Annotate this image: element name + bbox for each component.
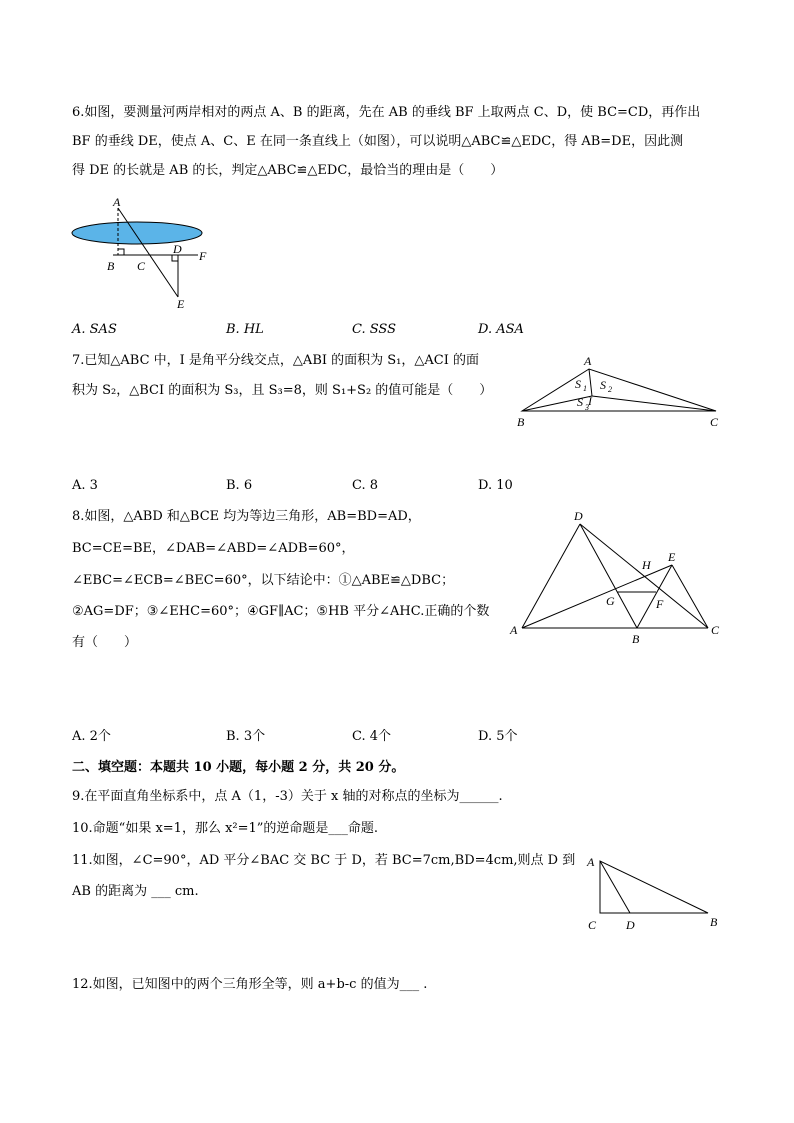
q7-option-a: A. 3: [72, 478, 98, 493]
label-s1-sub: 1: [583, 384, 587, 393]
label-g: G: [606, 594, 615, 608]
label-c: C: [588, 918, 597, 932]
q8-line-1: 8.如图，△ABD 和△BCE 均为等边三角形，AB=BD=AD，: [72, 509, 421, 524]
label-h: H: [642, 558, 651, 572]
q10-text: 10.命题“如果 x=1，那么 x²=1”的逆命题是___命题.: [72, 821, 379, 836]
q9-text: 9.在平面直角坐标系中，点 A（1，-3）关于 x 轴的对称点的坐标为______.: [72, 789, 503, 804]
label-i: I: [588, 394, 592, 408]
label-b: B: [632, 632, 640, 646]
label-e: E: [668, 550, 676, 564]
label-b: B: [517, 415, 525, 429]
segment-ad: [600, 861, 630, 913]
label-s1: S: [575, 377, 581, 391]
label-d: D: [173, 242, 182, 256]
label-e: E: [177, 297, 185, 311]
label-b: B: [107, 259, 115, 273]
q6-line-2: BF 的垂线 DE，使点 A、C、E 在同一条直线上（如图），可以说明△ABC≌△EDC，得 AB=DE，因此测: [72, 134, 684, 149]
q8-line-2: BC=CE=BE，∠DAB=∠ABD=∠ADB=60°，: [72, 541, 355, 556]
q8-line-3: ∠EBC=∠ECB=∠BEC=60°，以下结论中：①△ABE≌△DBC；: [72, 573, 455, 588]
q11-line-1: 11.如图，∠C=90°，AD 平分∠BAC 交 BC 于 D，若 BC=7cm,BD=4cm,则点 D 到: [72, 853, 576, 868]
triangle-acb: [600, 861, 708, 913]
label-d: D: [574, 509, 583, 523]
label-f: F: [199, 249, 207, 263]
q7-option-c: C. 8: [352, 478, 379, 493]
q8-option-b: B. 3个: [226, 729, 266, 744]
q8-line-5: 有（ ）: [72, 635, 138, 650]
q6-option-a: A. SAS: [72, 322, 117, 337]
q6-option-b: B. HL: [226, 322, 264, 337]
label-f: F: [656, 597, 664, 611]
q7-option-b: B. 6: [226, 478, 253, 493]
section-2-heading: 二、填空题：本题共 10 小题，每小题 2 分，共 20 分。: [72, 760, 405, 775]
q7-line-2: 积为 S₂，△BCI 的面积为 S₃，且 S₃=8，则 S₁+S₂ 的值可能是（ ）: [72, 383, 493, 398]
label-a: A: [113, 195, 121, 209]
label-a: A: [584, 354, 592, 368]
label-c: C: [137, 259, 146, 273]
label-c: C: [711, 623, 720, 637]
label-a: A: [587, 855, 595, 869]
q7-option-d: D. 10: [478, 478, 513, 493]
label-b: B: [710, 915, 718, 929]
q6-option-d: D. ASA: [478, 322, 524, 337]
q11-line-2: AB 的距离为 ___ cm.: [72, 884, 199, 899]
label-s2: S: [600, 378, 606, 392]
q8-option-d: D. 5个: [478, 729, 518, 744]
label-a: A: [510, 623, 518, 637]
label-s3: S: [577, 395, 583, 409]
q8-option-c: C. 4个: [352, 729, 392, 744]
label-s2-sub: 2: [608, 385, 612, 394]
q8-option-a: A. 2个: [72, 729, 111, 744]
q6-option-c: C. SSS: [352, 322, 397, 337]
q6-line-1: 6.如图，要测量河两岸相对的两点 A、B 的距离，先在 AB 的垂线 BF 上取两点 C、D，使 BC=CD，再作出: [72, 105, 701, 120]
q8-line-4: ②AG=DF；③∠EHC=60°；④GF∥AC；⑤HB 平分∠AHC.正确的个数: [72, 604, 490, 619]
q12-text: 12.如图，已知图中的两个三角形全等，则 a+b-c 的值为___ .: [72, 977, 428, 992]
label-s3-sub: 3: [585, 403, 589, 412]
label-c: C: [710, 415, 719, 429]
label-d: D: [626, 918, 635, 932]
q7-line-1: 7.已知△ABC 中，I 是角平分线交点，△ABI 的面积为 S₁，△ACI 的面: [72, 353, 479, 368]
q6-line-3: 得 DE 的长就是 AB 的长，判定△ABC≌△EDC，最恰当的理由是（ ）: [72, 163, 504, 178]
